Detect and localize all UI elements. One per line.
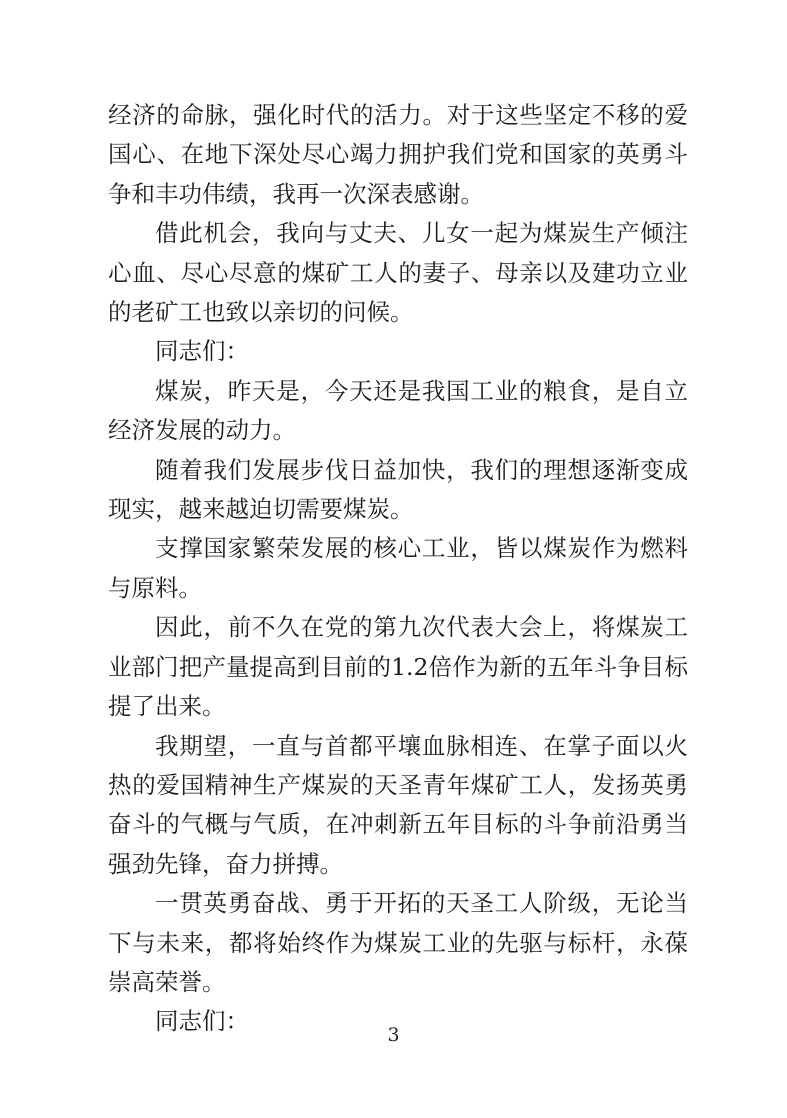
salutation: 同志们：: [155, 1007, 249, 1036]
page-number: 3: [387, 1024, 400, 1046]
paragraph: 一贯英勇奋战、勇于开拓的天圣工人阶级，无论当下与未来，都将始终作为煤炭工业的先驱与标杆，永葆崇高荣誉。: [108, 889, 688, 996]
paragraph: 我期望，一直与首都平壤血脉相连、在掌子面以火热的爱国精神生产煤炭的天圣青年煤矿工人，发扬英勇奋斗的气概与气质，在冲刺新五年目标的斗争前沿勇当强劲先锋，奋力拼搏。: [108, 731, 688, 878]
paragraph: 随着我们发展步伐日益加快，我们的理想逐渐变成现实，越来越迫切需要煤炭。: [108, 455, 688, 524]
paragraph: 煤炭，昨天是，今天还是我国工业的粮食，是自立经济发展的动力。: [108, 376, 688, 445]
salutation: 同志们：: [155, 337, 249, 366]
paragraph: 因此，前不久在党的第九次代表大会上，将煤炭工业部门把产量提高到目前的1.2倍作为新的五年斗争目标提了出来。: [108, 613, 688, 721]
document-body: [108, 96, 688, 1042]
paragraph: 经济的命脉，强化时代的活力。对于这些坚定不移的爱国心、在地下深处尽心竭力拥护我们党和国家的英勇斗争和丰功伟绩，我再一次深表感谢。: [108, 101, 688, 208]
paragraph: 支撑国家繁荣发展的核心工业，皆以煤炭作为燃料与原料。: [108, 534, 688, 602]
paragraph: 借此机会，我向与丈夫、儿女一起为煤炭生产倾注心血、尽心尽意的煤矿工人的妻子、母亲以及建功立业的老矿工也致以亲切的问候。: [108, 219, 688, 327]
